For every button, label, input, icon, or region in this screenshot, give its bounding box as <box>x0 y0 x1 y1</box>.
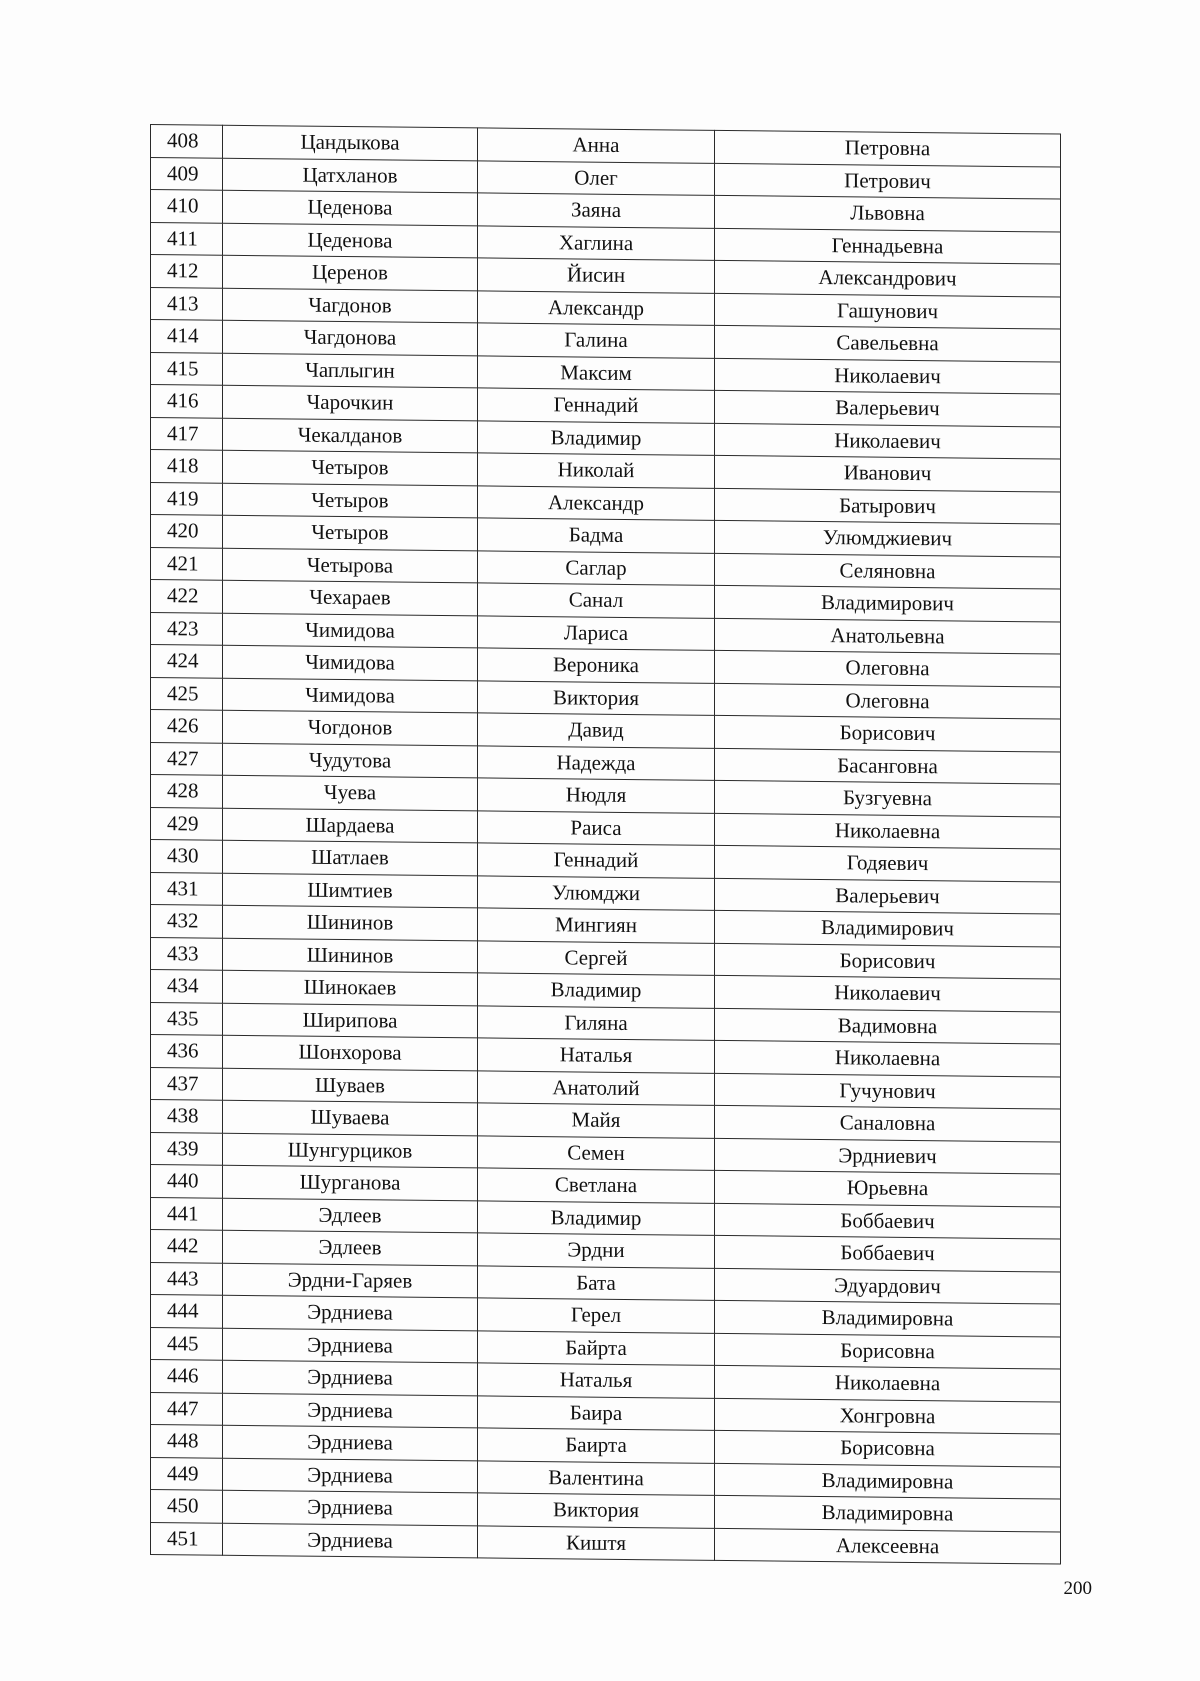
row-number-cell: 420 <box>151 515 223 548</box>
patronymic-cell: Валерьевич <box>715 390 1061 426</box>
patronymic-cell: Николаевна <box>715 1040 1061 1076</box>
last-name-cell: Эрдниева <box>223 1490 478 1525</box>
last-name-cell: Шимтиев <box>223 873 478 908</box>
row-number-cell: 415 <box>151 352 223 385</box>
patronymic-cell: Александрович <box>715 260 1061 296</box>
roster-body <box>151 125 1061 1565</box>
last-name-cell: Шурганова <box>223 1165 478 1200</box>
last-name-cell: Цандыкова <box>223 125 478 160</box>
last-name-cell: Шонхорова <box>223 1035 478 1070</box>
row-number-cell: 451 <box>151 1522 223 1555</box>
patronymic-cell: Валерьевич <box>715 878 1061 914</box>
last-name-cell: Цеденова <box>223 190 478 225</box>
patronymic-cell: Бузгуевна <box>715 780 1061 816</box>
row-number-cell: 438 <box>151 1100 223 1133</box>
last-name-cell: Чекалданов <box>223 418 478 453</box>
first-name-cell: Геннадий <box>478 843 715 878</box>
row-number-cell: 428 <box>151 775 223 808</box>
last-name-cell: Эрдниева <box>223 1360 478 1395</box>
last-name-cell: Эрдниева <box>223 1328 478 1363</box>
first-name-cell: Бадма <box>478 518 715 553</box>
name-roster-table <box>150 124 1061 1565</box>
row-number-cell: 412 <box>151 255 223 288</box>
row-number-cell: 426 <box>151 710 223 743</box>
row-number-cell: 448 <box>151 1425 223 1458</box>
row-number-cell: 441 <box>151 1197 223 1230</box>
last-name-cell: Четыров <box>223 515 478 550</box>
row-number-cell: 445 <box>151 1327 223 1360</box>
last-name-cell: Чуева <box>223 775 478 810</box>
patronymic-cell: Борисович <box>715 715 1061 751</box>
patronymic-cell: Геннадьевна <box>715 228 1061 264</box>
first-name-cell: Йисин <box>478 258 715 293</box>
last-name-cell: Чимидова <box>223 613 478 648</box>
patronymic-cell: Басанговна <box>715 748 1061 784</box>
patronymic-cell: Олеговна <box>715 650 1061 686</box>
patronymic-cell: Николаевич <box>715 423 1061 459</box>
last-name-cell: Четыров <box>223 450 478 485</box>
row-number-cell: 414 <box>151 320 223 353</box>
row-number-cell: 427 <box>151 742 223 775</box>
page-number: 200 <box>1063 1578 1092 1599</box>
last-name-cell: Чагдонова <box>223 320 478 355</box>
patronymic-cell: Боббаевич <box>715 1235 1061 1271</box>
first-name-cell: Давид <box>478 713 715 748</box>
first-name-cell: Заяна <box>478 193 715 228</box>
patronymic-cell: Петрович <box>715 163 1061 199</box>
last-name-cell: Чудутова <box>223 743 478 778</box>
patronymic-cell: Николаевич <box>715 975 1061 1011</box>
first-name-cell: Семен <box>478 1135 715 1170</box>
first-name-cell: Галина <box>478 323 715 358</box>
first-name-cell: Анатолий <box>478 1070 715 1105</box>
patronymic-cell: Гашунович <box>715 293 1061 329</box>
first-name-cell: Раиса <box>478 810 715 845</box>
patronymic-cell: Львовна <box>715 195 1061 231</box>
last-name-cell: Цеденова <box>223 223 478 258</box>
patronymic-cell: Годяевич <box>715 845 1061 881</box>
last-name-cell: Чагдонов <box>223 288 478 323</box>
first-name-cell: Олег <box>478 160 715 195</box>
patronymic-cell: Боббаевич <box>715 1203 1061 1239</box>
first-name-cell: Саглар <box>478 550 715 585</box>
last-name-cell: Чимидова <box>223 645 478 680</box>
last-name-cell: Эрдниева <box>223 1523 478 1558</box>
first-name-cell: Максим <box>478 355 715 390</box>
patronymic-cell: Олеговна <box>715 683 1061 719</box>
patronymic-cell: Селяновна <box>715 553 1061 589</box>
row-number-cell: 436 <box>151 1035 223 1068</box>
first-name-cell: Владимир <box>478 973 715 1008</box>
patronymic-cell: Вадимовна <box>715 1008 1061 1044</box>
patronymic-cell: Борисовна <box>715 1430 1061 1466</box>
patronymic-cell: Николаевна <box>715 1365 1061 1401</box>
last-name-cell: Шининов <box>223 938 478 973</box>
last-name-cell: Эрдни-Гаряев <box>223 1263 478 1298</box>
last-name-cell: Чарочкин <box>223 385 478 420</box>
last-name-cell: Чаплыгин <box>223 353 478 388</box>
row-number-cell: 416 <box>151 385 223 418</box>
row-number-cell: 437 <box>151 1067 223 1100</box>
last-name-cell: Чимидова <box>223 678 478 713</box>
row-number-cell: 411 <box>151 222 223 255</box>
first-name-cell: Валентина <box>478 1460 715 1495</box>
first-name-cell: Александр <box>478 290 715 325</box>
first-name-cell: Надежда <box>478 745 715 780</box>
first-name-cell: Гиляна <box>478 1005 715 1040</box>
last-name-cell: Шатлаев <box>223 840 478 875</box>
patronymic-cell: Савельевна <box>715 325 1061 361</box>
first-name-cell: Владимир <box>478 420 715 455</box>
last-name-cell: Эдлеев <box>223 1198 478 1233</box>
row-number-cell: 408 <box>151 125 223 158</box>
row-number-cell: 443 <box>151 1262 223 1295</box>
patronymic-cell: Эдуардович <box>715 1268 1061 1304</box>
patronymic-cell: Владимирович <box>715 910 1061 946</box>
last-name-cell: Эрдниева <box>223 1295 478 1330</box>
last-name-cell: Четырова <box>223 548 478 583</box>
patronymic-cell: Улюмджиевич <box>715 520 1061 556</box>
first-name-cell: Майя <box>478 1103 715 1138</box>
row-number-cell: 435 <box>151 1002 223 1035</box>
patronymic-cell: Владимировна <box>715 1463 1061 1499</box>
patronymic-cell: Николаевич <box>715 358 1061 394</box>
first-name-cell: Баирта <box>478 1428 715 1463</box>
row-number-cell: 444 <box>151 1295 223 1328</box>
first-name-cell: Эрдни <box>478 1233 715 1268</box>
first-name-cell: Лариса <box>478 615 715 650</box>
first-name-cell: Мингиян <box>478 908 715 943</box>
patronymic-cell: Владимирович <box>715 585 1061 621</box>
patronymic-cell: Владимировна <box>715 1495 1061 1531</box>
first-name-cell: Хаглина <box>478 225 715 260</box>
patronymic-cell: Батырович <box>715 488 1061 524</box>
last-name-cell: Четыров <box>223 483 478 518</box>
first-name-cell: Байрта <box>478 1330 715 1365</box>
last-name-cell: Цатхланов <box>223 158 478 193</box>
first-name-cell: Нюдля <box>478 778 715 813</box>
row-number-cell: 431 <box>151 872 223 905</box>
last-name-cell: Шуваев <box>223 1068 478 1103</box>
patronymic-cell: Борисович <box>715 943 1061 979</box>
first-name-cell: Александр <box>478 485 715 520</box>
row-number-cell: 449 <box>151 1457 223 1490</box>
patronymic-cell: Иванович <box>715 455 1061 491</box>
row-number-cell: 421 <box>151 547 223 580</box>
last-name-cell: Эдлеев <box>223 1230 478 1265</box>
row-number-cell: 432 <box>151 905 223 938</box>
row-number-cell: 423 <box>151 612 223 645</box>
last-name-cell: Эрдниева <box>223 1458 478 1493</box>
row-number-cell: 442 <box>151 1230 223 1263</box>
first-name-cell: Бата <box>478 1265 715 1300</box>
row-number-cell: 418 <box>151 450 223 483</box>
row-number-cell: 417 <box>151 417 223 450</box>
first-name-cell: Санал <box>478 583 715 618</box>
first-name-cell: Улюмджи <box>478 875 715 910</box>
last-name-cell: Шуваева <box>223 1100 478 1135</box>
first-name-cell: Герел <box>478 1298 715 1333</box>
row-number-cell: 409 <box>151 157 223 190</box>
first-name-cell: Виктория <box>478 1493 715 1528</box>
row-number-cell: 410 <box>151 190 223 223</box>
row-number-cell: 450 <box>151 1490 223 1523</box>
last-name-cell: Эрдниева <box>223 1393 478 1428</box>
first-name-cell: Светлана <box>478 1168 715 1203</box>
patronymic-cell: Петровна <box>715 130 1061 166</box>
last-name-cell: Шинокаев <box>223 970 478 1005</box>
row-number-cell: 440 <box>151 1165 223 1198</box>
patronymic-cell: Саналовна <box>715 1105 1061 1141</box>
row-number-cell: 430 <box>151 840 223 873</box>
last-name-cell: Чехараев <box>223 580 478 615</box>
row-number-cell: 433 <box>151 937 223 970</box>
last-name-cell: Ширипова <box>223 1003 478 1038</box>
patronymic-cell: Гучунович <box>715 1073 1061 1109</box>
patronymic-cell: Хонгровна <box>715 1398 1061 1434</box>
row-number-cell: 439 <box>151 1132 223 1165</box>
first-name-cell: Сергей <box>478 940 715 975</box>
first-name-cell: Наталья <box>478 1038 715 1073</box>
last-name-cell: Шунгурциков <box>223 1133 478 1168</box>
row-number-cell: 429 <box>151 807 223 840</box>
first-name-cell: Геннадий <box>478 388 715 423</box>
first-name-cell: Анна <box>478 128 715 163</box>
first-name-cell: Владимир <box>478 1200 715 1235</box>
first-name-cell: Николай <box>478 453 715 488</box>
last-name-cell: Шардаева <box>223 808 478 843</box>
patronymic-cell: Анатольевна <box>715 618 1061 654</box>
row-number-cell: 446 <box>151 1360 223 1393</box>
first-name-cell: Киштя <box>478 1525 715 1560</box>
first-name-cell: Наталья <box>478 1363 715 1398</box>
last-name-cell: Чогдонов <box>223 710 478 745</box>
row-number-cell: 434 <box>151 970 223 1003</box>
patronymic-cell: Борисовна <box>715 1333 1061 1369</box>
patronymic-cell: Алексеевна <box>715 1528 1061 1564</box>
last-name-cell: Церенов <box>223 255 478 290</box>
patronymic-cell: Владимировна <box>715 1300 1061 1336</box>
last-name-cell: Шининов <box>223 905 478 940</box>
row-number-cell: 424 <box>151 645 223 678</box>
row-number-cell: 422 <box>151 580 223 613</box>
patronymic-cell: Юрьевна <box>715 1170 1061 1206</box>
patronymic-cell: Николаевна <box>715 813 1061 849</box>
first-name-cell: Баира <box>478 1395 715 1430</box>
row-number-cell: 447 <box>151 1392 223 1425</box>
first-name-cell: Виктория <box>478 680 715 715</box>
row-number-cell: 413 <box>151 287 223 320</box>
row-number-cell: 425 <box>151 677 223 710</box>
row-number-cell: 419 <box>151 482 223 515</box>
patronymic-cell: Эрдниевич <box>715 1138 1061 1174</box>
first-name-cell: Вероника <box>478 648 715 683</box>
last-name-cell: Эрдниева <box>223 1425 478 1460</box>
